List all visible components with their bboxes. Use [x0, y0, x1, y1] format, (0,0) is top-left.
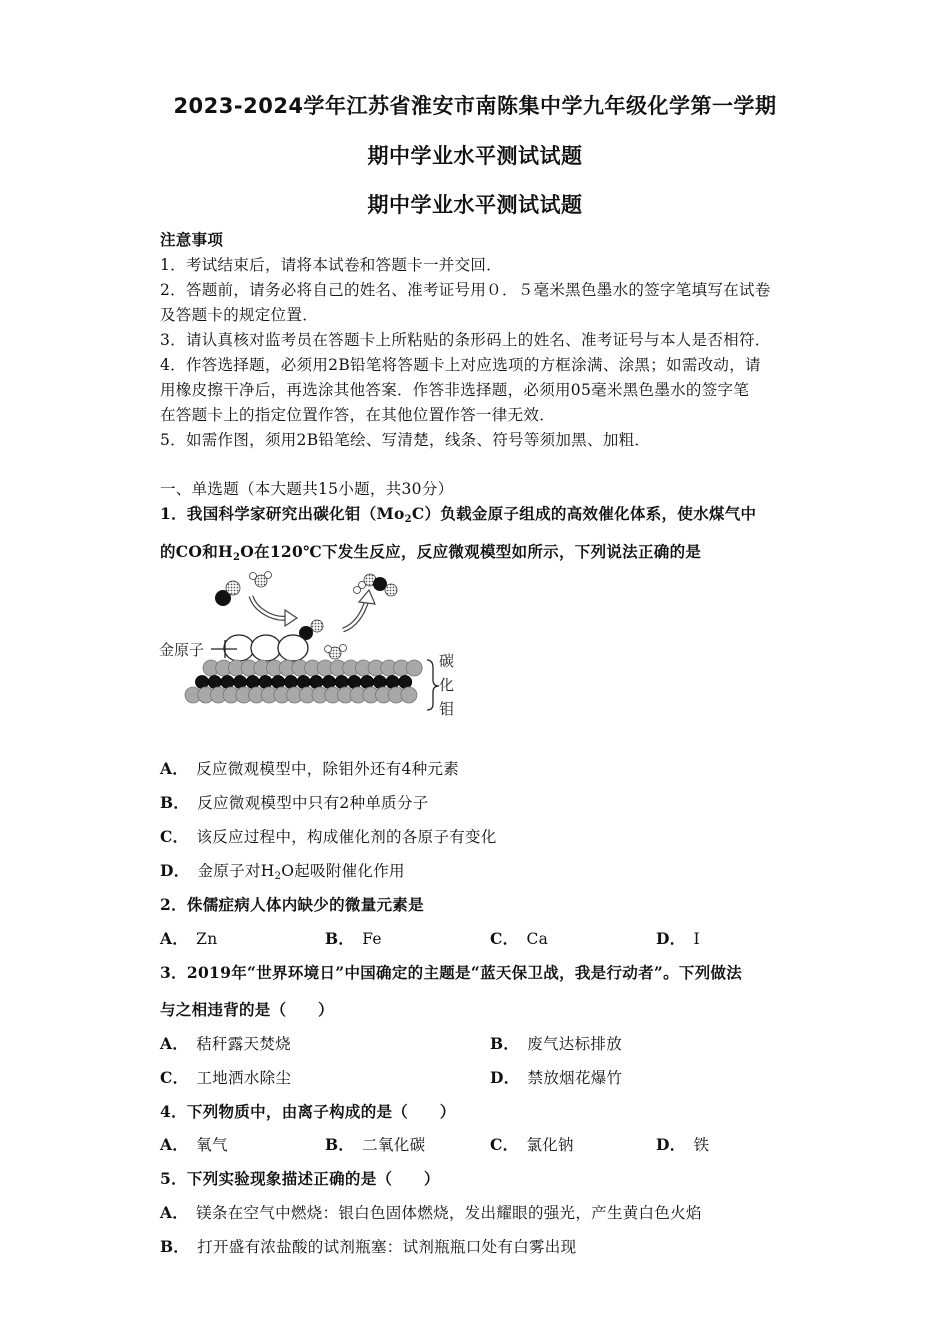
- question-1-line2: 的CO和$H_2O$在120℃下发生反应，反应微观模型如所示，下列说法正确的是: [160, 542, 702, 563]
- carbon-atom: [284, 676, 297, 689]
- arrow-out-icon: [343, 600, 367, 630]
- section-heading: 一、单选题（本大题共15小题，共30分）: [160, 480, 454, 498]
- carbon-atom: [348, 676, 361, 689]
- notice-item: 及答题卡的规定位置．: [160, 306, 319, 324]
- q3-option-d: D． 禁放烟花爆竹: [490, 1068, 623, 1087]
- q2-option-d: D． I: [656, 929, 700, 948]
- co-molecule-incoming: [215, 581, 240, 606]
- carbide-carbon-row: [196, 676, 412, 689]
- carbon-atom: [310, 676, 323, 689]
- carbide-top-row: [203, 660, 422, 676]
- carbon-atom: [272, 676, 285, 689]
- q2-option-b: B． Fe: [325, 929, 382, 948]
- notice-item: 5．如需作图，须用2B铅笔绘、写清楚，线条、符号等须加黑、加粗．: [160, 431, 651, 449]
- question-5: 5．下列实验现象描述正确的是（ ）: [160, 1169, 440, 1188]
- notice-item: 4．作答选择题，必须用2B铅笔将答题卡上对应选项的方框涂满、涂黑；如需改动，请: [160, 356, 761, 374]
- q3-option-b: B． 废气达标排放: [490, 1034, 623, 1053]
- notice-item: 1．考试结束后，请将本试卷和答题卡一并交回．: [160, 256, 502, 274]
- reaction-model-svg: [155, 568, 465, 728]
- gold-atom-label: 金原子: [159, 641, 205, 659]
- q5-option-a: A． 镁条在空气中燃烧：银白色固体燃烧，发出耀眼的强光，产生黄白色火焰: [160, 1203, 702, 1222]
- carbide-label-char: 化: [439, 676, 455, 694]
- q4-option-c: C． 氯化钠: [490, 1135, 574, 1154]
- carbon-atom: [208, 676, 221, 689]
- page-subtitle: 期中学业水平测试试题: [367, 144, 583, 168]
- notice-item: 用橡皮擦干净后，再选涂其他答案．作答非选择题，必须用05毫米黑色墨水的签字笔: [160, 381, 750, 399]
- molybdenum-atom: [401, 687, 417, 703]
- carbon-atom: [386, 676, 399, 689]
- q4-option-b: B． 二氧化碳: [325, 1135, 426, 1154]
- question-number: 1．: [160, 504, 187, 523]
- co-adsorbed: [299, 620, 323, 640]
- question-3-line2: 与之相违背的是（ ）: [160, 1000, 334, 1019]
- q5-option-b: B． 打开盛有浓盐酸的试剂瓶塞：试剂瓶瓶口处有白雾出现: [160, 1237, 577, 1256]
- notice-item: 在答题卡上的指定位置作答，在其他位置作答一律无效．: [160, 406, 556, 424]
- carbon-atom: [297, 676, 310, 689]
- carbon-atom: [323, 676, 336, 689]
- q1-option-d: D． 金原子对$H_2O$起吸附催化作用: [160, 861, 405, 882]
- q3-option-c: C． 工地洒水除尘: [160, 1068, 292, 1087]
- brace-icon: [427, 660, 439, 710]
- h2o-adsorbed: [325, 645, 347, 660]
- notice-heading: 注意事项: [160, 230, 224, 249]
- q2-option-a: A． Zn: [160, 929, 218, 948]
- q1-option-c: C． 该反应过程中，构成催化剂的各原子有变化: [160, 827, 497, 846]
- carbon-atom: [335, 676, 348, 689]
- carbon-atom: [234, 676, 247, 689]
- question-4: 4．下列物质中，由离子构成的是（ ）: [160, 1102, 456, 1121]
- q4-option-a: A． 氧气: [160, 1135, 228, 1154]
- question-1-line1: 1．我国科学家研究出碳化钼$(Mo_2C)$负载金原子组成的高效催化体系，使水煤气中: [160, 504, 757, 525]
- notice-item: 3．请认真核对监考员在答题卡上所粘贴的条形码上的姓名、准考证号与本人是否相符．: [160, 331, 771, 349]
- q1-option-a: A． 反应微观模型中，除钼外还有4种元素: [160, 759, 460, 778]
- carbon-atom: [246, 676, 259, 689]
- q3-option-a: A． 秸秆露天焚烧: [160, 1034, 291, 1053]
- carbon-atom: [399, 676, 412, 689]
- question-3-line1: 3．2019年“世界环境日”中国确定的主题是“蓝天保卫战，我是行动者”。下列做法: [160, 963, 743, 982]
- carbon-atom: [361, 676, 374, 689]
- carbon-atom: [196, 676, 209, 689]
- h2o-molecule-incoming: [250, 572, 272, 588]
- carbide-bottom-row: [185, 687, 417, 703]
- page-subtitle-repeat: 期中学业水平测试试题: [367, 193, 583, 217]
- h2-molecule-outgoing: [354, 582, 366, 594]
- q4-option-d: D． 铁: [656, 1135, 710, 1154]
- carbide-label-char: 钼: [439, 700, 455, 718]
- carbon-atom: [373, 676, 386, 689]
- question-2: 2．侏儒症病人体内缺少的微量元素是: [160, 895, 424, 914]
- carbon-atom: [221, 676, 234, 689]
- q1-option-b: B． 反应微观模型中只有2种单质分子: [160, 793, 429, 812]
- notice-item: 2．答题前，请务必将自己的姓名、准考证号用０．５毫米黑色墨水的签字笔填写在试卷: [160, 281, 771, 299]
- carbide-label-char: 碳: [439, 652, 455, 670]
- q2-option-c: C． Ca: [490, 929, 549, 948]
- molybdenum-atom: [406, 660, 422, 676]
- reaction-model-figure: [155, 568, 465, 728]
- gold-atoms: [224, 635, 308, 661]
- page-title: 2023-2024学年江苏省淮安市南陈集中学九年级化学第一学期: [173, 94, 777, 118]
- carbon-atom: [259, 676, 272, 689]
